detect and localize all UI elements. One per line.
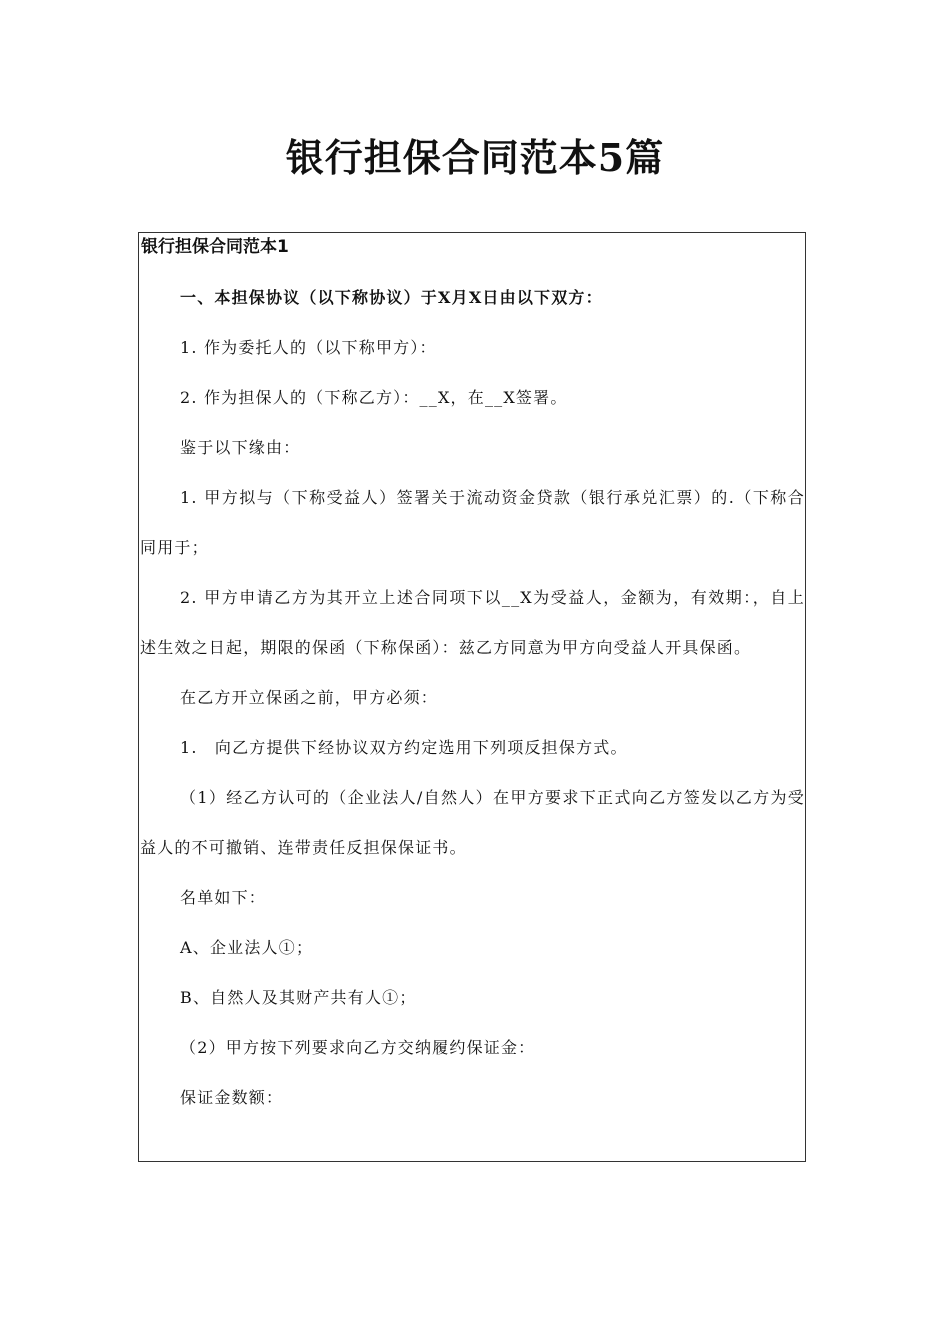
contract-paragraph: A、企业法人①；: [180, 938, 314, 957]
contract-content-box: [138, 232, 806, 1162]
contract-paragraph: 保证金数额：: [180, 1088, 284, 1107]
contract-paragraph: （2）甲方按下列要求向乙方交纳履约保证金：: [180, 1038, 536, 1057]
contract-paragraph: 一、本担保协议（以下称协议）于X月X日由以下双方：: [180, 288, 603, 307]
contract-paragraph: 名单如下：: [180, 888, 267, 907]
contract-paragraph: 鉴于以下缘由：: [180, 438, 301, 457]
contract-paragraph: 在乙方开立保函之前，甲方必须：: [180, 688, 439, 707]
section-heading: 银行担保合同范本1: [141, 237, 289, 257]
contract-paragraph: 1. 甲方拟与（下称受益人）签署关于流动资金贷款（银行承兑汇票）的.（下称合同用于；: [140, 488, 805, 557]
contract-paragraph: （1）经乙方认可的（企业法人/自然人）在甲方要求下正式向乙方签发以乙方为受益人的不可撤销、连带责任反担保保证书。: [140, 788, 805, 857]
paragraph-list: [139, 273, 805, 1123]
contract-paragraph: 2. 作为担保人的（下称乙方）：__X，在__X签署。: [180, 388, 568, 407]
contract-paragraph: 1. 作为委托人的（以下称甲方）：: [180, 338, 437, 357]
document-title: 银行担保合同范本5篇: [285, 135, 665, 180]
contract-paragraph: 2. 甲方申请乙方为其开立上述合同项下以__X为受益人，金额为，有效期：，自上述生效之日起，期限的保函（下称保函）：兹乙方同意为甲方向受益人开具保函。: [140, 588, 805, 657]
contract-paragraph: 1. 向乙方提供下经协议双方约定选用下列项反担保方式。: [180, 738, 628, 757]
contract-paragraph: B、自然人及其财产共有人①；: [180, 988, 417, 1007]
